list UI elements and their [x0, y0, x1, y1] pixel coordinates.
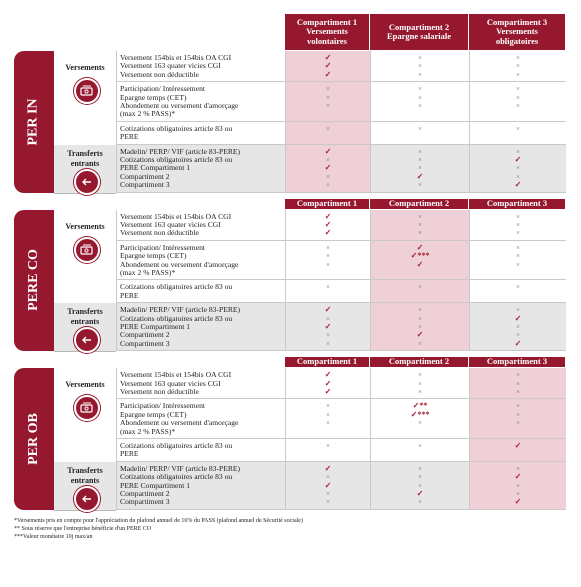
row-label-line: Versement non déductible [120, 387, 199, 396]
row-label-line: Madelin/ PERP/ VIF (article 83-PERE) [120, 463, 241, 473]
check-icon: ✓ [514, 313, 522, 323]
row-label-cell [116, 82, 286, 122]
row-label-line: Cotizations obligatoires article 83 ou [120, 313, 233, 323]
table-row [116, 280, 566, 303]
data-cell [370, 145, 469, 193]
check-icon: ✓ [324, 211, 332, 221]
cross-icon: × [418, 181, 422, 190]
cross-icon: × [326, 331, 330, 340]
cross-icon: × [516, 322, 520, 331]
row-label-line: Cotizations obligatoires article 83 ou [120, 441, 233, 450]
row-label-cell [116, 210, 286, 241]
cross-icon: × [516, 172, 520, 181]
transferts-label: Transferts [67, 148, 103, 158]
cross-icon: × [418, 124, 422, 133]
cross-icon: × [418, 379, 422, 388]
row-label-line: Versement 154bis et 154bis OA CGI [120, 53, 232, 62]
column-header-line: volontaires [307, 35, 347, 46]
check-icon: ✓ [324, 370, 332, 380]
cell-mark [286, 269, 370, 277]
data-cell [370, 241, 469, 281]
table-row [116, 241, 566, 281]
cross-icon: × [516, 93, 520, 102]
transfer-arrow-icon [74, 486, 100, 512]
cross-icon: × [516, 489, 520, 498]
cross-icon: × [326, 410, 330, 419]
check-icon: ✓ [416, 330, 424, 340]
row-label-line: (max 2 % PASS)* [120, 268, 176, 278]
row-label [117, 303, 286, 348]
check-icon: ✓ [514, 472, 522, 482]
data-cell [469, 280, 566, 303]
cross-icon: × [326, 283, 330, 292]
data-cell [285, 399, 370, 439]
row-label-line: Participation/ Intéressement [120, 84, 205, 94]
data-cell [285, 51, 370, 82]
data-cell [469, 122, 566, 145]
cross-icon: × [516, 402, 520, 411]
data-cell [285, 82, 370, 122]
section-title-text: PERE CO [26, 249, 41, 312]
data-cell [370, 210, 469, 241]
cross-icon: × [516, 147, 520, 156]
row-label-line: Cotizations obligatoires article 83 ou [120, 282, 233, 292]
check-icon: ✓ [324, 53, 332, 62]
cell-mark [470, 133, 566, 141]
row-label-line: Cotizations obligatoires article 83 ou [120, 155, 233, 164]
cross-icon: × [418, 283, 422, 292]
cell-mark [286, 110, 370, 118]
cell-mark [371, 110, 469, 118]
check-icon: ✓ [324, 219, 332, 229]
check-icon: ✓ [324, 321, 332, 331]
cell-mark [286, 428, 370, 436]
row-label [117, 462, 286, 507]
row-label-line: Participation/ Intéressement [120, 401, 205, 411]
row-label-line: PERE Compartiment 1 [120, 322, 191, 331]
row-label-line: Compartiment 3 [120, 497, 170, 507]
cross-icon: × [516, 371, 520, 380]
check-icon: ✓ [324, 463, 332, 473]
row-label-line: (max 2 % PASS)* [120, 109, 176, 119]
row-label-cell [116, 399, 286, 439]
cross-icon: × [418, 419, 422, 428]
cross-icon: × [516, 464, 520, 473]
cross-icon: × [516, 124, 520, 133]
cross-icon: × [418, 212, 422, 221]
check-icon: ✓ [324, 61, 332, 71]
check-icon: ✓ [324, 146, 332, 156]
row-label-line: Madelin/ PERP/ VIF (article 83-PERE) [120, 146, 241, 156]
cross-icon: × [326, 172, 330, 181]
check-icon: ✓** [412, 401, 428, 411]
cross-icon: × [326, 498, 330, 507]
cross-icon: × [516, 387, 520, 396]
sub-header-3: Compartiment 3 [469, 357, 565, 367]
row-label-line: Cotizations obligatoires article 83 ou [120, 123, 233, 133]
cross-icon: × [516, 252, 520, 261]
data-cell [370, 82, 469, 122]
data-cell [370, 303, 469, 351]
row-label [117, 51, 286, 79]
check-icon: ✓ [514, 441, 522, 450]
check-icon: ✓ [324, 228, 332, 238]
cross-icon: × [418, 498, 422, 507]
cross-icon: × [326, 489, 330, 498]
cross-icon: × [516, 62, 520, 71]
table-row [116, 145, 566, 193]
cross-icon: × [418, 155, 422, 164]
cross-icon: × [516, 306, 520, 315]
section-title-text: PER IN [26, 98, 41, 146]
cell-mark [371, 269, 469, 277]
check-icon: ✓ [416, 259, 424, 269]
row-label-line: PERE Compartiment 1 [120, 480, 191, 490]
check-icon: ✓ [514, 180, 522, 190]
table-row [116, 462, 566, 510]
cross-icon: × [516, 419, 520, 428]
versements-label: Versements [65, 380, 105, 390]
footnote: ***Valeur monétaire 10j max/an [14, 533, 93, 540]
data-cell [469, 439, 566, 462]
cross-icon: × [418, 371, 422, 380]
footnote: ** Sous réserve que l'entreprise bénéficie d'un PERE CO [14, 525, 152, 532]
row-label-cell [116, 368, 286, 399]
sub-header-2: Compartiment 2 [370, 357, 468, 367]
table-row [116, 303, 566, 351]
cross-icon: × [516, 481, 520, 490]
cross-icon: × [516, 410, 520, 419]
cross-icon: × [418, 70, 422, 79]
row-label-line: PERE [120, 449, 139, 459]
row-label [117, 145, 286, 190]
row-label-line: Cotizations obligatoires article 83 ou [120, 472, 233, 482]
cross-icon: × [516, 331, 520, 340]
cross-icon: × [516, 260, 520, 269]
cross-icon: × [326, 314, 330, 323]
cross-icon: × [516, 243, 520, 252]
cross-icon: × [326, 181, 330, 190]
check-icon: ✓ [324, 378, 332, 388]
row-label-line: (max 2 % PASS)* [120, 426, 176, 436]
cross-icon: × [326, 101, 330, 110]
footnote: *Versements pris en compte pour l'appréciation du plafond annuel de 16% du PASS (plafond annuel de Sécurité sociale) [14, 517, 303, 524]
row-label [117, 210, 286, 238]
table-row [116, 399, 566, 439]
data-cell [469, 51, 566, 82]
row-label [117, 241, 286, 278]
cell-mark [470, 269, 566, 277]
cell-mark [470, 110, 566, 118]
transferts-label: entrants [70, 475, 100, 485]
column-header-line: Epargne salariale [387, 31, 451, 41]
cross-icon: × [516, 85, 520, 94]
cross-icon: × [418, 147, 422, 156]
column-header-2 [370, 14, 468, 50]
cell-mark [286, 133, 370, 141]
cross-icon: × [326, 402, 330, 411]
data-cell [285, 303, 370, 351]
cross-icon: × [516, 379, 520, 388]
cross-icon: × [516, 283, 520, 292]
row-label [117, 122, 286, 142]
data-cell [469, 462, 566, 510]
row-label-line: Compartiment 3 [120, 338, 170, 348]
cross-icon: × [418, 314, 422, 323]
check-icon: ✓ [324, 69, 332, 79]
row-label-line: Epargne temps (CET) [120, 92, 187, 102]
check-icon: ✓ [514, 497, 522, 507]
row-label-line: Abondement ou versement d'amorçage [120, 418, 239, 428]
data-cell [285, 241, 370, 281]
cross-icon: × [326, 155, 330, 164]
cross-icon: × [418, 339, 422, 348]
row-label-line: Versement 154bis et 154bis OA CGI [120, 370, 232, 380]
transferts-label: Transferts [67, 465, 103, 475]
cross-icon: × [516, 164, 520, 173]
data-cell [370, 439, 469, 462]
row-label-line: Compartiment 2 [120, 489, 170, 499]
sub-header-2: Compartiment 2 [370, 199, 468, 209]
check-icon: ✓ [324, 163, 332, 173]
check-icon: ✓*** [410, 251, 430, 261]
cross-icon: × [418, 62, 422, 71]
row-label-cell [116, 51, 286, 82]
row-label-line: Versement 163 quater vicies CGI [120, 220, 221, 229]
data-cell [285, 462, 370, 510]
table-row [116, 439, 566, 462]
cross-icon: × [418, 101, 422, 110]
data-cell [285, 439, 370, 462]
row-label-line: Abondement ou versement d'amorçage [120, 101, 239, 110]
deposit-icon [74, 78, 100, 104]
row-label-cell [116, 439, 286, 462]
cross-icon: × [418, 306, 422, 315]
cell-mark [371, 292, 469, 300]
cross-icon: × [326, 85, 330, 94]
check-icon: ✓*** [410, 409, 430, 419]
transferts-label: entrants [70, 158, 100, 168]
cell-mark [371, 428, 469, 436]
row-label-cell [116, 145, 286, 193]
cell-mark [371, 450, 469, 458]
row-label-line: Epargne temps (CET) [120, 251, 187, 261]
cross-icon: × [326, 124, 330, 133]
cell-mark [470, 450, 566, 458]
cross-icon: × [326, 419, 330, 428]
transfer-arrow-icon [74, 169, 100, 195]
column-header-1 [285, 14, 369, 50]
cross-icon: × [418, 387, 422, 396]
cross-icon: × [516, 101, 520, 110]
row-label-line: Epargne temps (CET) [120, 409, 187, 419]
column-header-line: Compartiment 1 [296, 16, 358, 27]
cross-icon: × [418, 442, 422, 450]
data-cell [285, 280, 370, 303]
table-row [116, 368, 566, 399]
cell-mark [286, 450, 370, 458]
cell-mark [371, 133, 469, 141]
row-label-cell [116, 280, 286, 303]
check-icon: ✓ [514, 154, 522, 164]
cross-icon: × [516, 220, 520, 229]
cross-icon: × [418, 85, 422, 94]
cross-icon: × [418, 54, 422, 62]
check-icon: ✓ [324, 305, 332, 315]
row-label [117, 439, 286, 459]
cross-icon: × [326, 93, 330, 102]
column-header-line: Versements [496, 26, 538, 37]
transfer-arrow-icon [74, 327, 100, 353]
data-cell [370, 122, 469, 145]
versements-label: Versements [65, 63, 105, 72]
cross-icon: × [516, 54, 520, 62]
cross-icon: × [516, 212, 520, 221]
check-icon: ✓ [416, 171, 424, 181]
check-icon: ✓ [416, 488, 424, 498]
cell-mark [286, 292, 370, 300]
check-icon: ✓ [324, 386, 332, 396]
sub-header-1: Compartiment 1 [285, 199, 369, 209]
data-cell [469, 399, 566, 439]
table-row [116, 51, 566, 82]
row-label-line: PERE [120, 290, 139, 300]
cross-icon: × [326, 243, 330, 252]
row-label-line: Versement non déductible [120, 228, 199, 238]
row-label [117, 280, 286, 300]
data-cell [370, 462, 469, 510]
data-cell [469, 145, 566, 193]
row-label [117, 399, 286, 436]
section-title-text: PER OB [26, 413, 42, 465]
cross-icon: × [418, 481, 422, 490]
column-header-line: Compartiment 3 [486, 16, 548, 27]
cross-icon: × [418, 464, 422, 473]
deposit-icon [74, 237, 100, 263]
data-cell [469, 210, 566, 241]
sub-header-1: Compartiment 1 [285, 357, 369, 367]
row-label-line: Compartiment 2 [120, 330, 170, 340]
data-cell [469, 368, 566, 399]
cross-icon: × [418, 93, 422, 102]
data-cell [469, 303, 566, 351]
data-cell [370, 399, 469, 439]
cross-icon: × [418, 220, 422, 229]
data-cell [285, 368, 370, 399]
cross-icon: × [418, 473, 422, 482]
cross-icon: × [326, 260, 330, 269]
data-cell [285, 122, 370, 145]
data-cell [285, 210, 370, 241]
row-label-line: Participation/ Intéressement [120, 242, 205, 252]
check-icon: ✓ [416, 242, 424, 252]
row-label-line: Compartiment 2 [120, 171, 170, 181]
check-icon: ✓ [324, 480, 332, 490]
cross-icon: × [326, 252, 330, 261]
versements-label: Versements [65, 221, 105, 231]
column-header-line: Compartiment 2 [388, 21, 450, 32]
data-cell [370, 51, 469, 82]
column-header-line: Versements [306, 26, 348, 37]
data-cell [370, 280, 469, 303]
sub-header-3: Compartiment 3 [469, 199, 565, 209]
cross-icon: × [516, 229, 520, 238]
row-label-cell [116, 122, 286, 145]
section-title [14, 368, 54, 510]
table-row [116, 82, 566, 122]
check-icon: ✓ [514, 338, 522, 348]
transferts-label: Transferts [67, 307, 103, 317]
row-label [117, 82, 286, 119]
column-header-line: obligatoires [495, 35, 539, 46]
row-label-cell [116, 303, 286, 351]
row-label-cell [116, 241, 286, 281]
row-label-line: PERE Compartiment 1 [120, 163, 191, 173]
cross-icon: × [326, 473, 330, 482]
section-title [14, 51, 54, 193]
row-label-line: Compartiment 3 [120, 180, 170, 190]
cross-icon: × [326, 442, 330, 450]
row-label-line: PERE [120, 132, 139, 142]
cross-icon: × [418, 164, 422, 173]
deposit-icon [74, 395, 100, 421]
cell-mark [470, 428, 566, 436]
row-label-line: Madelin/ PERP/ VIF (article 83-PERE) [120, 305, 241, 315]
cell-mark [470, 292, 566, 300]
row-label-line: Versement non déductible [120, 69, 199, 79]
row-label-line: Versement 154bis et 154bis OA CGI [120, 211, 232, 221]
row-label-line: Versement 163 quater vicies CGI [120, 61, 221, 71]
cross-icon: × [418, 229, 422, 238]
section-title [14, 210, 54, 352]
cross-icon: × [326, 339, 330, 348]
data-cell [469, 241, 566, 281]
data-cell [469, 82, 566, 122]
transferts-label: entrants [70, 317, 100, 327]
row-label-cell [116, 462, 286, 510]
cross-icon: × [418, 322, 422, 331]
cross-icon: × [516, 70, 520, 79]
row-label-line: Versement 163 quater vicies CGI [120, 378, 221, 388]
table-row [116, 210, 566, 241]
data-cell [370, 368, 469, 399]
table-row [116, 122, 566, 145]
row-label-line: Abondement ou versement d'amorçage [120, 259, 239, 269]
column-header-3 [469, 14, 565, 50]
data-cell [285, 145, 370, 193]
row-label [117, 368, 286, 396]
